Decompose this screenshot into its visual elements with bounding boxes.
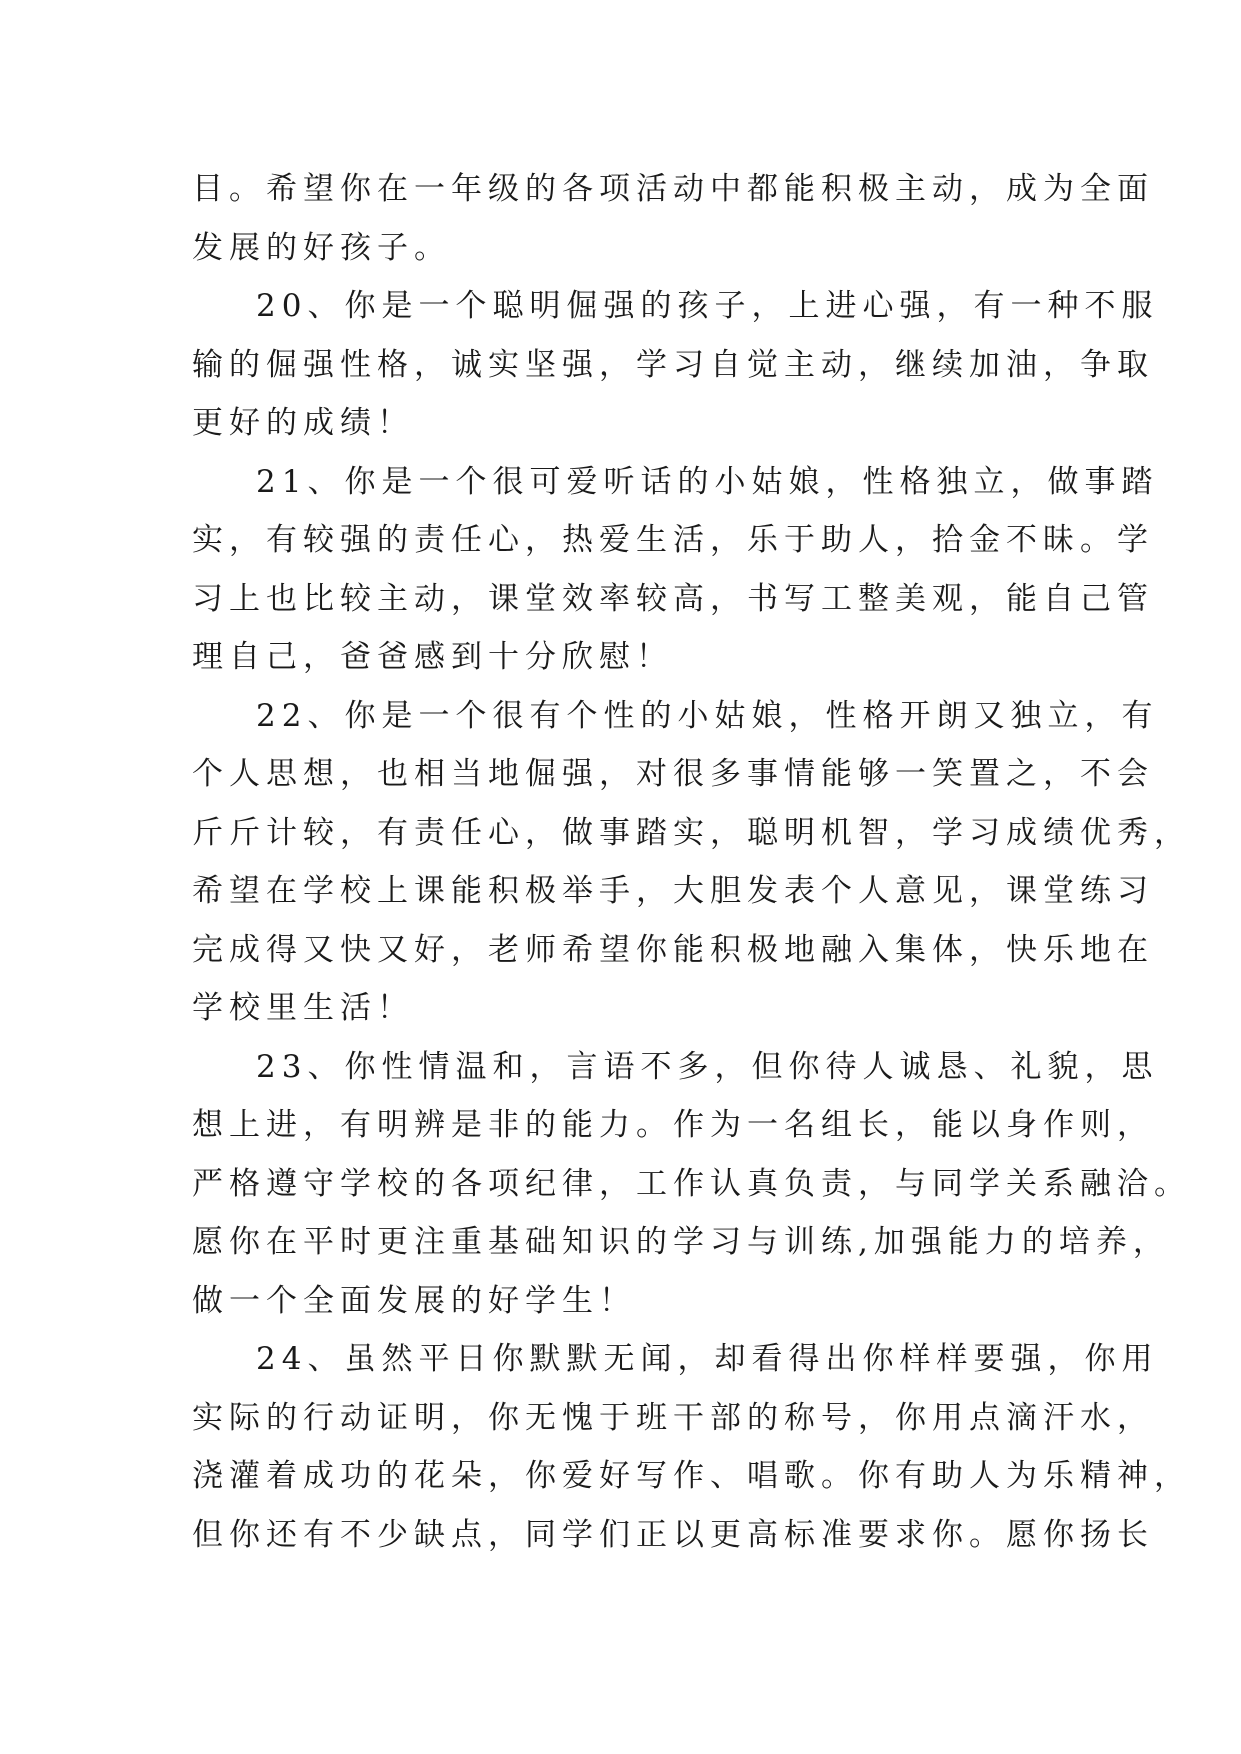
- text-line: 个人思想，也相当地倔强，对很多事情能够一笑置之，不会: [192, 756, 1154, 792]
- text-line: 实，有较强的责任心，热爱生活，乐于助人，拾金不昧。学: [192, 522, 1154, 558]
- text-line: 实际的行动证明，你无愧于班干部的称号，你用点滴汗水，: [192, 1399, 1154, 1436]
- text-line: 做一个全面发展的好学生！: [192, 1282, 636, 1319]
- paragraph-first-line: 24、虽然平日你默默无闻，却看得出你样样要强，你用: [256, 1341, 1159, 1377]
- text-line: 学校里生活！: [192, 990, 414, 1026]
- paragraph-first-line: 21、你是一个很可爱听话的小姑娘，性格独立，做事踏: [256, 463, 1159, 500]
- text-line: 斤斤计较，有责任心，做事踏实，聪明机智，学习成绩优秀，: [192, 814, 1191, 851]
- text-line: 但你还有不少缺点，同学们正以更高标准要求你。愿你扬长: [192, 1516, 1154, 1553]
- document-body: [192, 160, 1191, 1564]
- text-line: 更好的成绩！: [192, 405, 414, 441]
- text-line: 输的倔强性格，诚实坚强，学习自觉主动，继续加油，争取: [192, 346, 1154, 383]
- paragraph-first-line: 22、你是一个很有个性的小姑娘，性格开朗又独立，有: [256, 697, 1159, 734]
- text-line: 想上进，有明辨是非的能力。作为一名组长，能以身作则，: [192, 1107, 1154, 1143]
- text-line: 严格遵守学校的各项纪律，工作认真负责，与同学关系融洽。: [192, 1165, 1191, 1202]
- text-line: 希望在学校上课能积极举手，大胆发表个人意见，课堂练习: [192, 873, 1154, 909]
- paragraph-first-line: 20、你是一个聪明倔强的孩子，上进心强，有一种不服: [256, 288, 1159, 324]
- text-line: 目。希望你在一年级的各项活动中都能积极主动，成为全面: [192, 171, 1154, 207]
- text-line: 完成得又快又好，老师希望你能积极地融入集体，快乐地在: [192, 931, 1154, 968]
- text-line: 理自己，爸爸感到十分欣慰！: [192, 639, 673, 675]
- paragraph-first-line: 23、你性情温和，言语不多，但你待人诚恳、礼貌，思: [256, 1048, 1159, 1085]
- text-line: 浇灌着成功的花朵，你爱好写作、唱歌。你有助人为乐精神，: [192, 1458, 1191, 1494]
- text-line: 发展的好孩子。: [192, 229, 451, 266]
- text-line: 愿你在平时更注重基础知识的学习与训练,加强能力的培养，: [192, 1224, 1170, 1260]
- text-line: 习上也比较主动，课堂效率较高，书写工整美观，能自己管: [192, 580, 1154, 617]
